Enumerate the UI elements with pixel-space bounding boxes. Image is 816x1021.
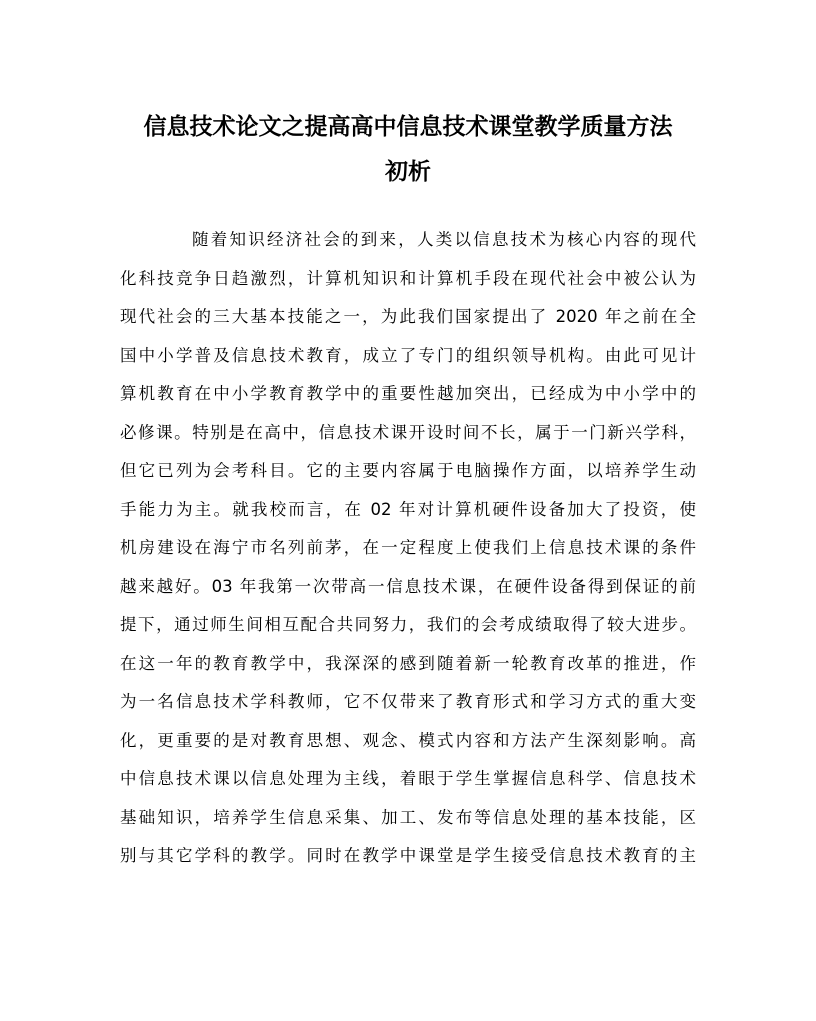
body-line: 在这一年的教育教学中，我深深的感到随着新一轮教育改革的推进，作 [120, 653, 696, 673]
body-line: 手能力为主。就我校而言，在 02 年对计算机硬件设备加大了投资，使 [120, 499, 696, 519]
body-line: 为一名信息技术学科教师，它不仅带来了教育形式和学习方式的重大变 [120, 692, 696, 711]
body-line: 必修课。特别是在高中，信息技术课开设时间不长，属于一门新兴学科， [120, 422, 696, 442]
body-line: 中信息技术课以信息处理为主线，着眼于学生掌握信息科学、信息技术 [120, 769, 696, 788]
body-line: 算机教育在中小学教育教学中的重要性越加突出，已经成为中小学中的 [120, 384, 696, 403]
body-line: 随着知识经济社会的到来，人类以信息技术为核心内容的现代 [192, 230, 696, 249]
title-line: 信息技术论文之提高高中信息技术课堂教学质量方法 [143, 113, 673, 140]
title-line: 初析 [385, 158, 431, 185]
document-body [120, 221, 696, 876]
body-line: 现代社会的三大基本技能之一，为此我们国家提出了 2020 年之前在全 [120, 307, 696, 326]
body-line: 但它已列为会考科目。它的主要内容属于电脑操作方面，以培养学生动 [120, 461, 696, 480]
body-line: 越来越好。03 年我第一次带高一信息技术课，在硬件设备得到保证的前 [120, 576, 696, 596]
body-line: 化科技竞争日趋激烈，计算机知识和计算机手段在现代社会中被公认为 [120, 268, 696, 288]
body-line: 提下，通过师生间相互配合共同努力，我们的会考成绩取得了较大进步。 [120, 615, 696, 634]
body-line: 基础知识，培养学生信息采集、加工、发布等信息处理的基本技能，区 [120, 807, 696, 827]
document-title [120, 104, 696, 194]
body-line: 化，更重要的是对教育思想、观念、模式内容和方法产生深刻影响。高 [120, 730, 696, 750]
body-line: 国中小学普及信息技术教育，成立了专门的组织领导机构。由此可见计 [120, 345, 696, 365]
body-line: 机房建设在海宁市名列前茅，在一定程度上使我们上信息技术课的条件 [120, 538, 696, 557]
body-line: 别与其它学科的教学。同时在教学中课堂是学生接受信息技术教育的主 [120, 846, 696, 865]
